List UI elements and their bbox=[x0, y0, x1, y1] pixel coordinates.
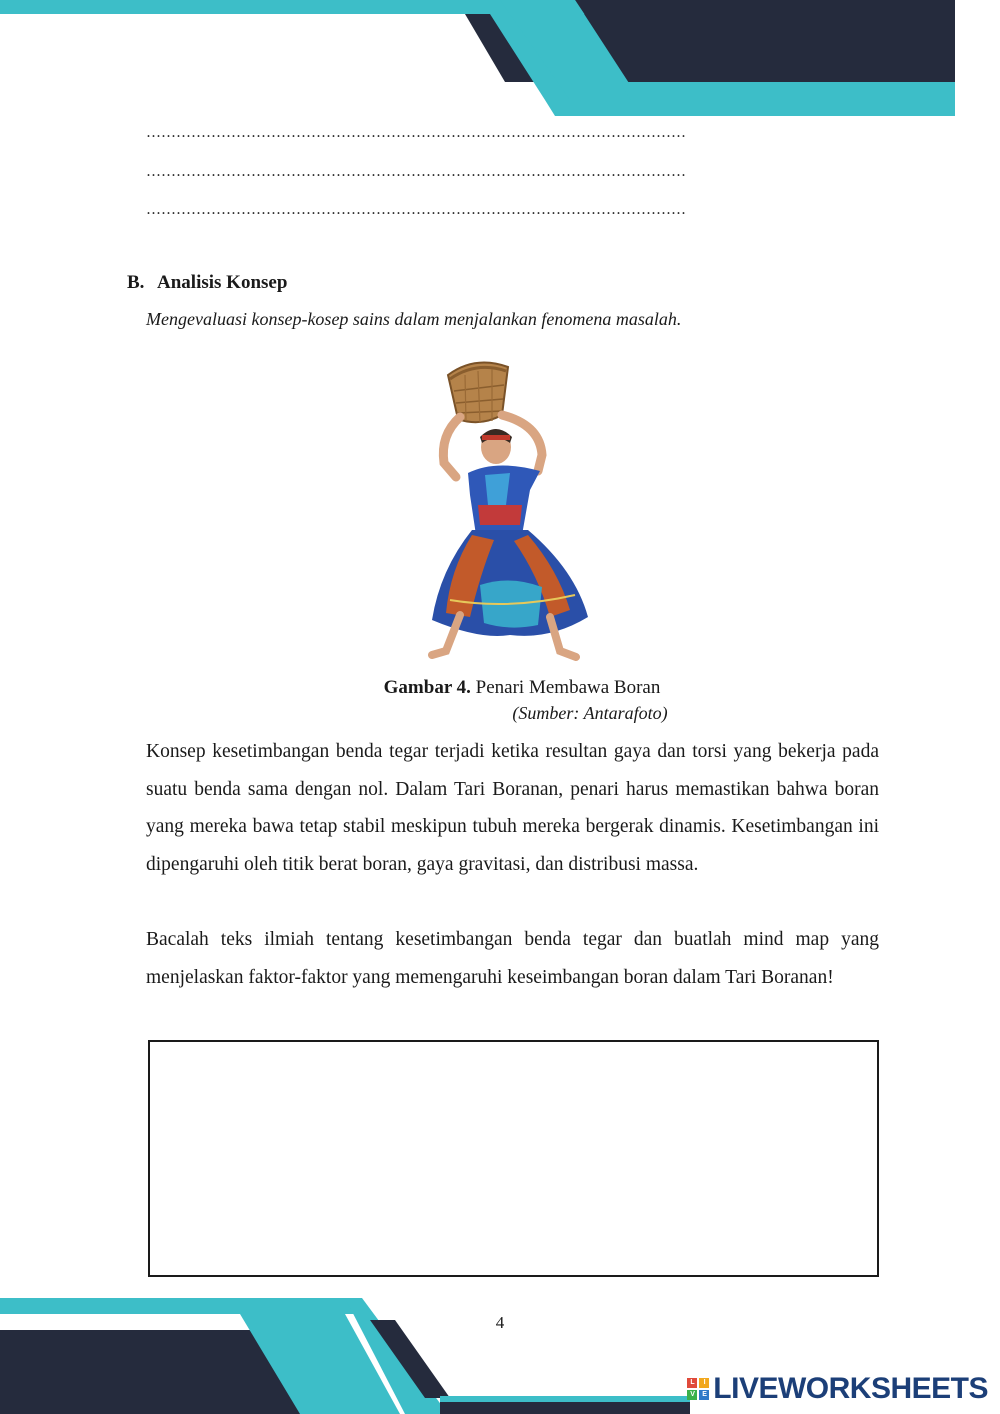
page-number: 4 bbox=[495, 1313, 505, 1332]
figure-label: Gambar 4. bbox=[383, 677, 471, 698]
answer-dotted-line[interactable]: ……………………………………………………………………………………………… bbox=[146, 200, 686, 218]
logo-letter: L bbox=[687, 1378, 697, 1388]
logo-letter: V bbox=[687, 1390, 697, 1400]
brand-name: LIVEWORKSHEETS bbox=[713, 1372, 988, 1405]
figure-title: Penari Membawa Boran bbox=[475, 677, 661, 698]
mind-map-answer-box[interactable] bbox=[148, 1040, 879, 1277]
logo-letter: I bbox=[699, 1378, 709, 1388]
answer-dotted-line[interactable]: ……………………………………………………………………………………………… bbox=[146, 162, 686, 180]
liveworksheets-logo-icon bbox=[687, 1378, 709, 1400]
section-subtitle: Mengevaluasi konsep-kosep sains dalam menjalankan fenomena masalah. bbox=[146, 309, 682, 329]
dancer-carrying-basket-image bbox=[410, 355, 610, 665]
answer-dotted-line[interactable]: ……………………………………………………………………………………………… bbox=[146, 123, 686, 141]
header-decoration bbox=[0, 0, 1000, 130]
liveworksheets-brand[interactable] bbox=[687, 1372, 988, 1406]
body-paragraph: Konsep kesetimbangan benda tegar terjadi ketika resultan gaya dan torsi yang bekerja pada suatu benda sama dengan nol. Dalam Tari Boranan, penari harus memastikan bahwa boran yang mereka bawa tetap stabil meskipun tubuh mereka bergerak dinamis. Kesetimbangan ini dipengaruhi oleh titik berat boran, gaya gravitasi, dan distribusi massa. bbox=[146, 741, 879, 875]
section-letter: B. bbox=[127, 272, 145, 293]
section-title: Analisis Konsep bbox=[157, 272, 288, 293]
section-heading bbox=[127, 272, 287, 294]
instruction-paragraph: Bacalah teks ilmiah tentang kesetimbangan benda tegar dan buatlah mind map yang menjelaskan faktor-faktor yang memengaruhi keseimbangan boran dalam Tari Boranan! bbox=[146, 929, 879, 988]
figure-source: (Sumber: Antarafoto) bbox=[512, 703, 668, 723]
figure-caption bbox=[22, 677, 1000, 699]
logo-letter: E bbox=[699, 1390, 709, 1400]
